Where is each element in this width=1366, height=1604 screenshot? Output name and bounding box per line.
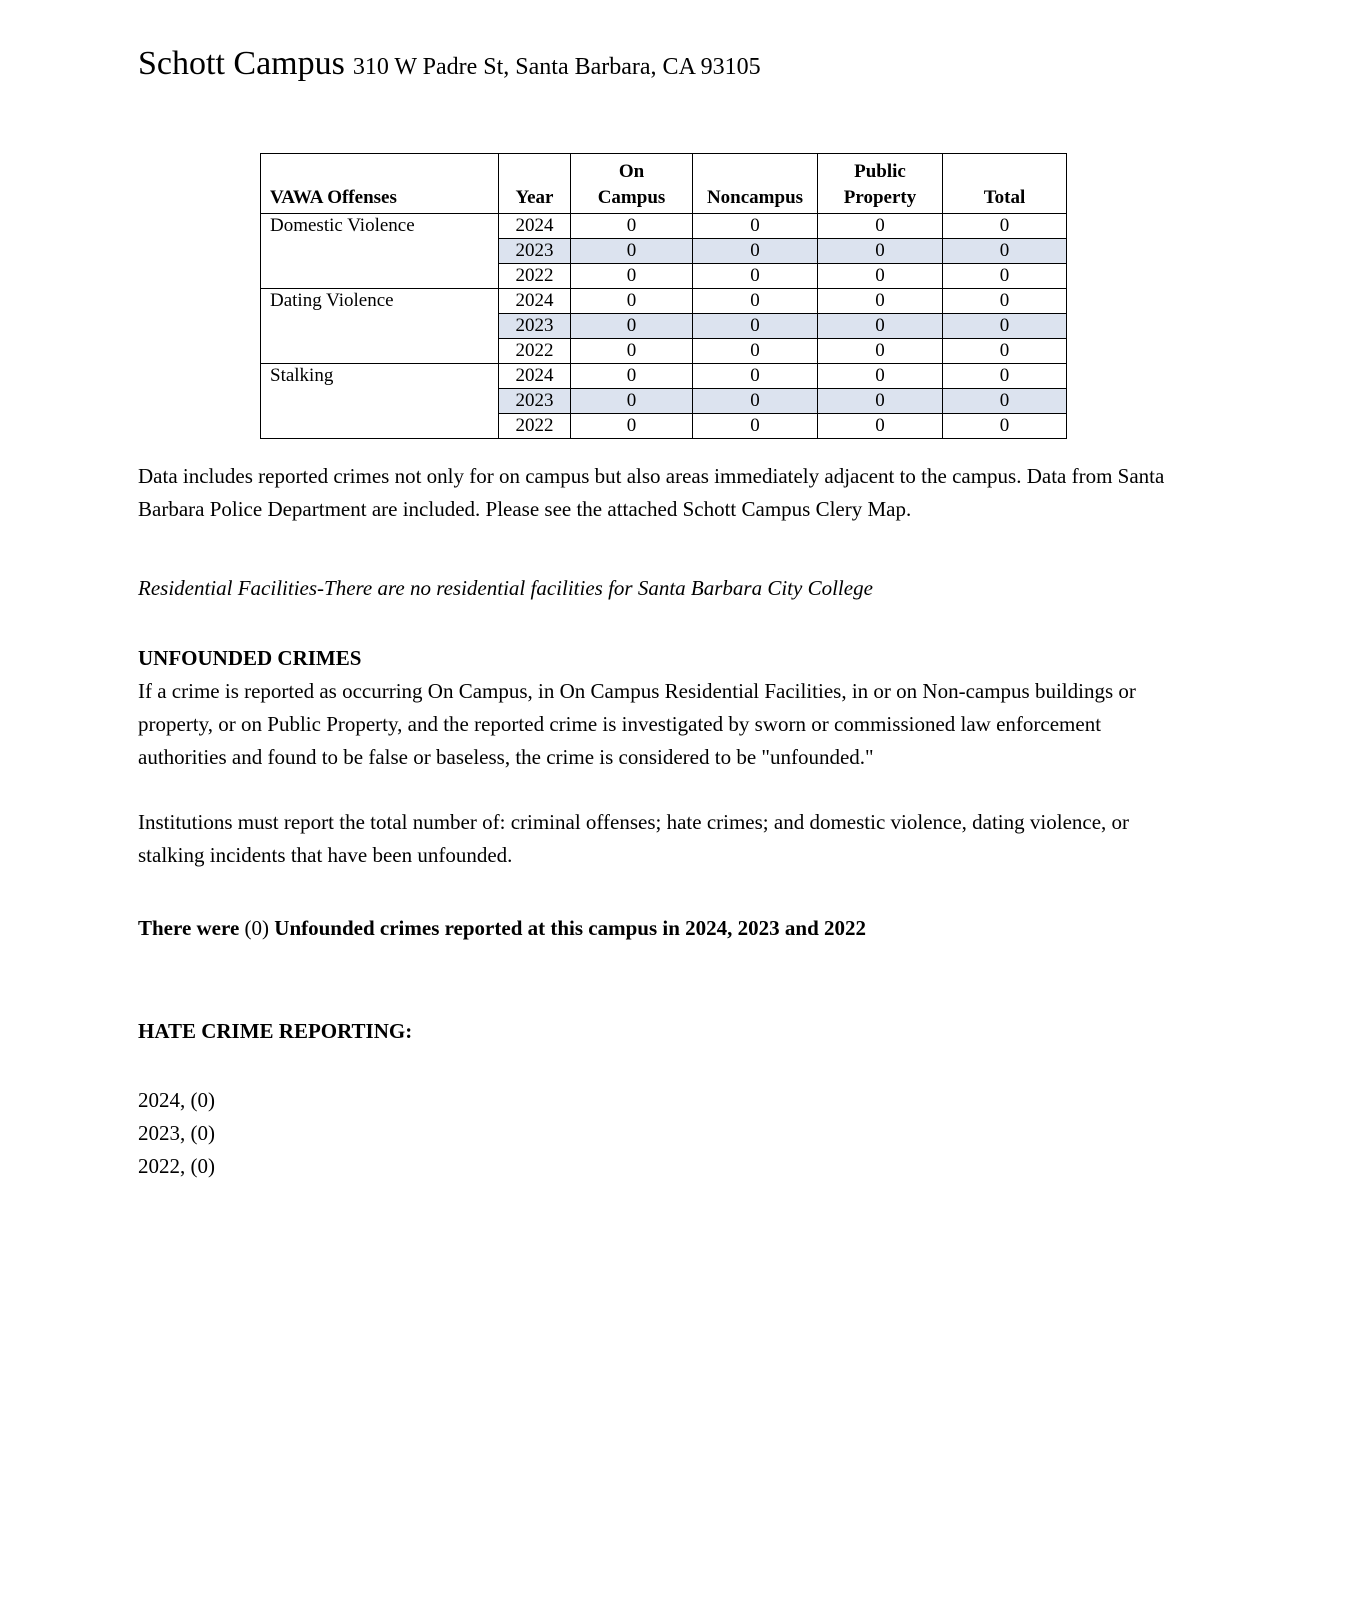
unfounded-crimes-definition: If a crime is reported as occurring On Campus, in On Campus Residential Facilities, in or on Non-campus buildings or property, or on Public Property, and the reported crime is investigated by sworn or commissioned law enforcement authorities and found to be false or baseless, the crime is considered to be "unfounded." bbox=[138, 679, 1136, 769]
column-header-public-property: Public Property bbox=[818, 154, 943, 214]
value-cell: 0 bbox=[693, 339, 818, 364]
table-row bbox=[261, 214, 1067, 239]
hate-crime-year-line: 2023, (0) bbox=[138, 1121, 215, 1145]
table-row bbox=[261, 364, 1067, 389]
value-cell: 0 bbox=[693, 239, 818, 264]
value-cell: 0 bbox=[693, 414, 818, 439]
value-cell: 0 bbox=[943, 314, 1067, 339]
value-cell: 0 bbox=[818, 289, 943, 314]
value-cell: 0 bbox=[571, 414, 693, 439]
year-cell: 2022 bbox=[499, 339, 571, 364]
value-cell: 0 bbox=[693, 389, 818, 414]
value-cell: 0 bbox=[818, 339, 943, 364]
unfounded-crimes-heading: UNFOUNDED CRIMES bbox=[138, 646, 362, 670]
value-cell: 0 bbox=[693, 314, 818, 339]
column-header-on-campus: On Campus bbox=[571, 154, 693, 214]
value-cell: 0 bbox=[943, 414, 1067, 439]
offense-cell-domestic-violence: Domestic Violence bbox=[261, 214, 499, 289]
value-cell: 0 bbox=[571, 364, 693, 389]
value-cell: 0 bbox=[571, 214, 693, 239]
value-cell: 0 bbox=[571, 389, 693, 414]
value-cell: 0 bbox=[943, 289, 1067, 314]
value-cell: 0 bbox=[818, 364, 943, 389]
residential-facilities-note: Residential Facilities-There are no residential facilities for Santa Barbara City College bbox=[138, 576, 873, 600]
value-cell: 0 bbox=[571, 239, 693, 264]
hate-crime-heading: HATE CRIME REPORTING: bbox=[138, 1019, 413, 1043]
value-cell: 0 bbox=[943, 239, 1067, 264]
value-cell: 0 bbox=[943, 264, 1067, 289]
hate-crime-year-line: 2024, (0) bbox=[138, 1088, 215, 1112]
year-cell: 2023 bbox=[499, 239, 571, 264]
value-cell: 0 bbox=[943, 339, 1067, 364]
value-cell: 0 bbox=[818, 314, 943, 339]
campus-address: 310 W Padre St, Santa Barbara, CA 93105 bbox=[352, 54, 761, 80]
offense-cell-stalking: Stalking bbox=[261, 364, 499, 439]
column-header-year: Year bbox=[499, 154, 571, 214]
value-cell: 0 bbox=[571, 314, 693, 339]
year-cell: 2022 bbox=[499, 264, 571, 289]
value-cell: 0 bbox=[693, 289, 818, 314]
value-cell: 0 bbox=[693, 214, 818, 239]
value-cell: 0 bbox=[571, 264, 693, 289]
column-header-total: Total bbox=[943, 154, 1067, 214]
value-cell: 0 bbox=[818, 264, 943, 289]
value-cell: 0 bbox=[693, 264, 818, 289]
year-cell: 2023 bbox=[499, 314, 571, 339]
year-cell: 2024 bbox=[499, 214, 571, 239]
value-cell: 0 bbox=[693, 364, 818, 389]
column-header-noncampus: Noncampus bbox=[693, 154, 818, 214]
summary-pre-text: There were bbox=[138, 916, 245, 940]
vawa-offenses-table bbox=[260, 153, 1067, 439]
value-cell: 0 bbox=[943, 364, 1067, 389]
hate-crime-year-line: 2022, (0) bbox=[138, 1154, 215, 1178]
unfounded-crimes-summary bbox=[138, 912, 1196, 945]
value-cell: 0 bbox=[818, 239, 943, 264]
table-header-row bbox=[261, 154, 1067, 214]
year-cell: 2024 bbox=[499, 364, 571, 389]
institutions-reporting-paragraph: Institutions must report the total number of: criminal offenses; hate crimes; and domestic violence, dating violence, or stalking incidents that have been unfounded. bbox=[138, 810, 1130, 867]
data-note-paragraph: Data includes reported crimes not only for on campus but also areas immediately adjacent to the campus. Data from Santa Barbara Police Department are included. Please see the attached Schott Campus Clery Map. bbox=[138, 464, 1165, 521]
summary-count: (0) bbox=[244, 916, 270, 940]
year-cell: 2024 bbox=[499, 289, 571, 314]
hate-crime-year-list bbox=[138, 1084, 1196, 1183]
table-row bbox=[261, 289, 1067, 314]
column-header-vawa-offenses: VAWA Offenses bbox=[261, 154, 499, 214]
value-cell: 0 bbox=[818, 389, 943, 414]
value-cell: 0 bbox=[943, 214, 1067, 239]
value-cell: 0 bbox=[571, 289, 693, 314]
offense-cell-dating-violence: Dating Violence bbox=[261, 289, 499, 364]
page-title bbox=[138, 45, 1196, 83]
year-cell: 2022 bbox=[499, 414, 571, 439]
year-cell: 2023 bbox=[499, 389, 571, 414]
value-cell: 0 bbox=[571, 339, 693, 364]
value-cell: 0 bbox=[818, 214, 943, 239]
campus-name: Schott Campus bbox=[138, 45, 345, 82]
summary-post-text: Unfounded crimes reported at this campus in 2024, 2023 and 2022 bbox=[269, 916, 867, 940]
value-cell: 0 bbox=[818, 414, 943, 439]
value-cell: 0 bbox=[943, 389, 1067, 414]
